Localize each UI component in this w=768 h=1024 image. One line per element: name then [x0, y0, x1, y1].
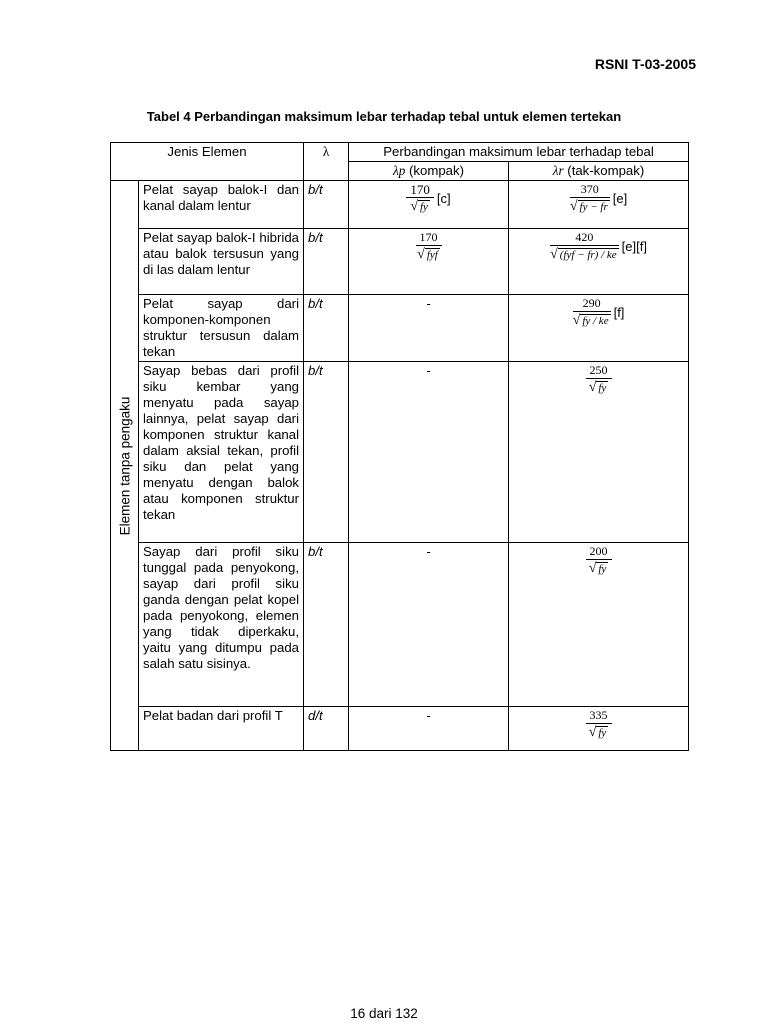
numerator: 170 — [410, 182, 430, 197]
sqrt-icon: √ — [417, 247, 425, 262]
numerator: 335 — [589, 708, 608, 722]
numerator: 420 — [575, 230, 594, 244]
lambda-p-dash: - — [349, 295, 509, 362]
lambda-value: d/t — [304, 707, 349, 751]
fraction — [586, 709, 612, 741]
citation: [f] — [613, 305, 625, 320]
sqrt-icon: √ — [588, 380, 597, 395]
lambda-value: b/t — [304, 543, 349, 707]
fraction — [550, 231, 619, 263]
sqrt-icon: √ — [550, 247, 558, 262]
denominator: fy — [420, 201, 428, 213]
fraction — [570, 183, 610, 215]
table-title: Tabel 4 Perbandingan maksimum lebar terhadap tebal untuk elemen tertekan — [146, 109, 622, 124]
lambda-value: b/t — [304, 362, 349, 543]
denominator: fyf — [426, 249, 438, 261]
numerator: 370 — [580, 182, 599, 196]
table-row — [111, 295, 689, 362]
table-row — [111, 362, 689, 543]
document-id: RSNI T-03-2005 — [594, 56, 696, 72]
table-row — [111, 707, 689, 751]
group-label: Elemen tanpa pengaku — [117, 396, 133, 535]
header-ratio-group: Perbandingan maksimum lebar terhadap tebal — [349, 143, 689, 162]
element-description: Pelat sayap balok-I dan kanal dalam lentur — [139, 181, 304, 229]
lambda-p-dash: - — [349, 362, 509, 543]
fraction — [573, 297, 611, 329]
denominator: fy − fr — [579, 201, 608, 213]
sqrt-icon: √ — [569, 199, 578, 214]
lambda-value: b/t — [304, 295, 349, 362]
sqrt-icon: √ — [588, 725, 597, 740]
table-row — [111, 229, 689, 295]
lambda-p-dash: - — [349, 543, 509, 707]
compression-element-table — [110, 142, 689, 751]
denominator: fy — [598, 563, 607, 575]
citation: [e][f] — [621, 239, 647, 254]
lambda-symbol: λ — [322, 144, 330, 159]
page-number: 16 dari 132 — [350, 1006, 418, 1021]
citation: [c] — [436, 191, 451, 206]
element-description: Sayap dari profil siku tunggal pada penyokong, sayap dari profil siku ganda dengan pelat kopel pada penyokong, elemen yang tidak diperkaku, yaitu yang ditumpu pada salah satu sisinya. — [139, 543, 304, 707]
header-lambda — [304, 143, 349, 181]
element-description: Pelat sayap dari komponen-komponen struktur tersusun dalam tekan — [139, 295, 304, 362]
sqrt-icon: √ — [410, 199, 418, 214]
numerator: 170 — [419, 230, 438, 244]
group-label-cell — [111, 181, 139, 751]
lambda-p-dash: - — [349, 707, 509, 751]
denominator: fy — [598, 382, 607, 394]
denominator: fy / ke — [582, 315, 609, 327]
lambda-r-formula — [509, 181, 689, 229]
denominator: (fyf − fr) / ke — [559, 249, 617, 261]
lambda-r-formula — [509, 707, 689, 751]
lambda-p-formula — [349, 181, 509, 229]
numerator: 200 — [589, 544, 608, 558]
fraction — [416, 231, 442, 263]
lambda-p-label: (kompak) — [409, 163, 464, 178]
table-row — [111, 181, 689, 229]
header-lambda-p — [349, 162, 509, 181]
numerator: 250 — [589, 363, 608, 377]
lambda-r-formula — [509, 362, 689, 543]
citation: [e] — [612, 191, 628, 206]
header-jenis-elemen: Jenis Elemen — [111, 143, 304, 181]
lambda-r-formula — [509, 229, 689, 295]
lambda-p-formula — [349, 229, 509, 295]
lambda-p-symbol: λp — [393, 163, 406, 178]
element-description: Sayap bebas dari profil siku kembar yang menyatu pada sayap lainnya, pelat sayap dari komponen struktur kanal dalam aksial tekan, profil siku dan pelat yang menyatu dengan balok atau komponen struktur tekan — [139, 362, 304, 543]
lambda-r-label: (tak-kompak) — [567, 163, 645, 178]
lambda-value: b/t — [304, 181, 349, 229]
table-row — [111, 543, 689, 707]
element-description: Pelat badan dari profil T — [139, 707, 304, 751]
lambda-r-formula — [509, 543, 689, 707]
lambda-r-formula — [509, 295, 689, 362]
element-description: Pelat sayap balok-I hibrida atau balok tersusun yang di las dalam lentur — [139, 229, 304, 295]
sqrt-icon: √ — [572, 313, 581, 328]
header-lambda-r — [509, 162, 689, 181]
lambda-r-symbol: λr — [552, 163, 564, 178]
fraction — [586, 545, 612, 577]
denominator: fy — [598, 727, 607, 739]
sqrt-icon: √ — [588, 561, 597, 576]
fraction — [406, 183, 434, 215]
lambda-value: b/t — [304, 229, 349, 295]
fraction — [586, 364, 612, 396]
numerator: 290 — [582, 296, 601, 310]
